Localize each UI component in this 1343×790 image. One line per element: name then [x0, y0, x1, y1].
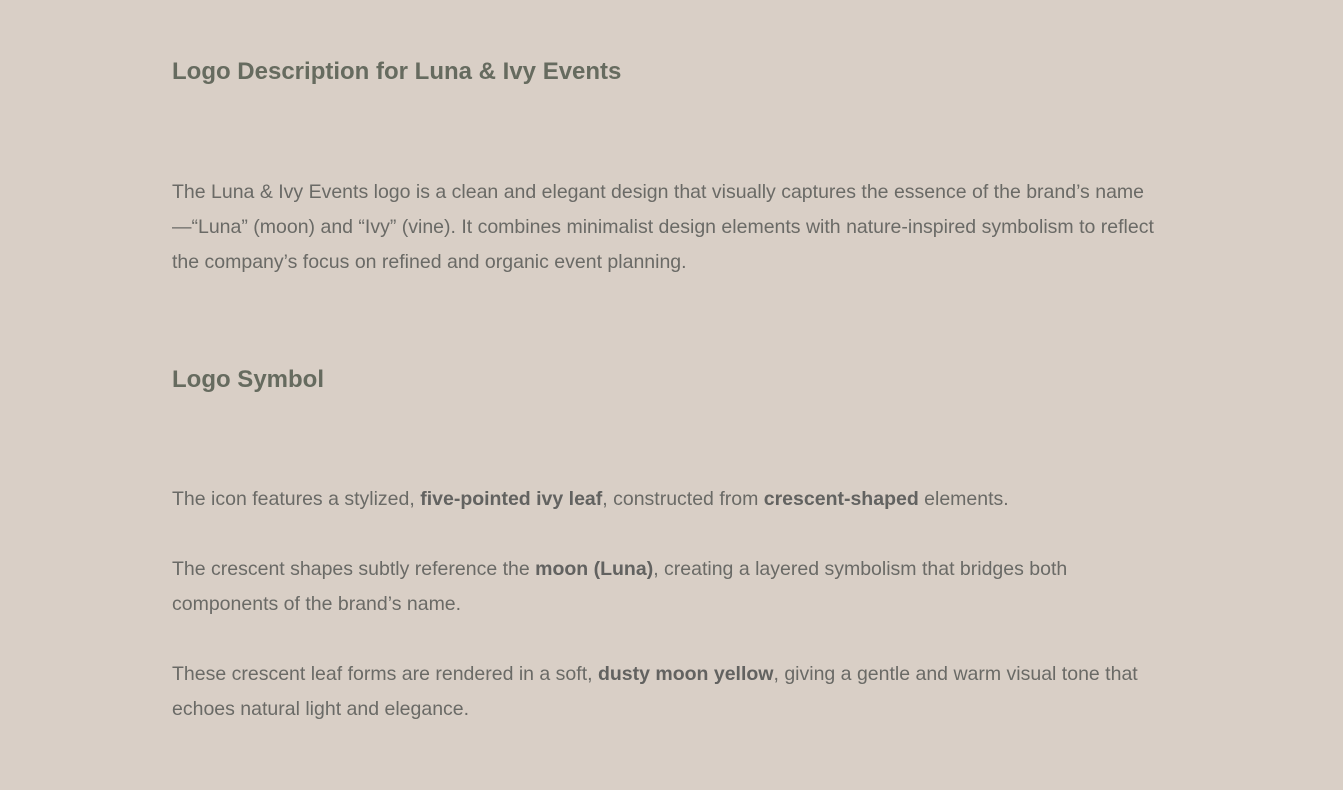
text-span: The crescent shapes subtly reference the — [172, 558, 536, 580]
bold-span: dusty moon yellow — [597, 663, 774, 685]
text-span: elements. — [918, 488, 1009, 510]
bold-span: crescent-shaped — [763, 488, 919, 510]
intro-paragraph: The Luna & Ivy Events logo is a clean and elegant design that visually captures the essence of the brand’s name—“Luna” (moon) and “Ivy” (vine). It combines minimalist design elements with nature-inspired symbolism to reflect the company’s focus on refined and organic event planning. — [172, 181, 1154, 273]
symbol-paragraph-1 — [172, 482, 1162, 517]
symbol-paragraph-3 — [172, 657, 1162, 727]
page-title: Logo Description for Luna & Ivy Events — [172, 58, 622, 85]
text-span: The icon features a stylized, — [172, 488, 421, 510]
text-span: These crescent leaf forms are rendered in a soft, — [172, 663, 598, 685]
text-span: , creating a layered symbolism that bridges both components of the brand’s name. — [172, 558, 1068, 615]
symbol-paragraph-2 — [172, 552, 1162, 622]
text-span: , constructed from — [602, 488, 764, 510]
bold-span: five-pointed ivy leaf — [420, 488, 603, 510]
text-span: , giving a gentle and warm visual tone that echoes natural light and elegance. — [172, 663, 1138, 720]
section-heading-logo-symbol: Logo Symbol — [172, 366, 324, 393]
bold-span: moon (Luna) — [535, 558, 654, 580]
